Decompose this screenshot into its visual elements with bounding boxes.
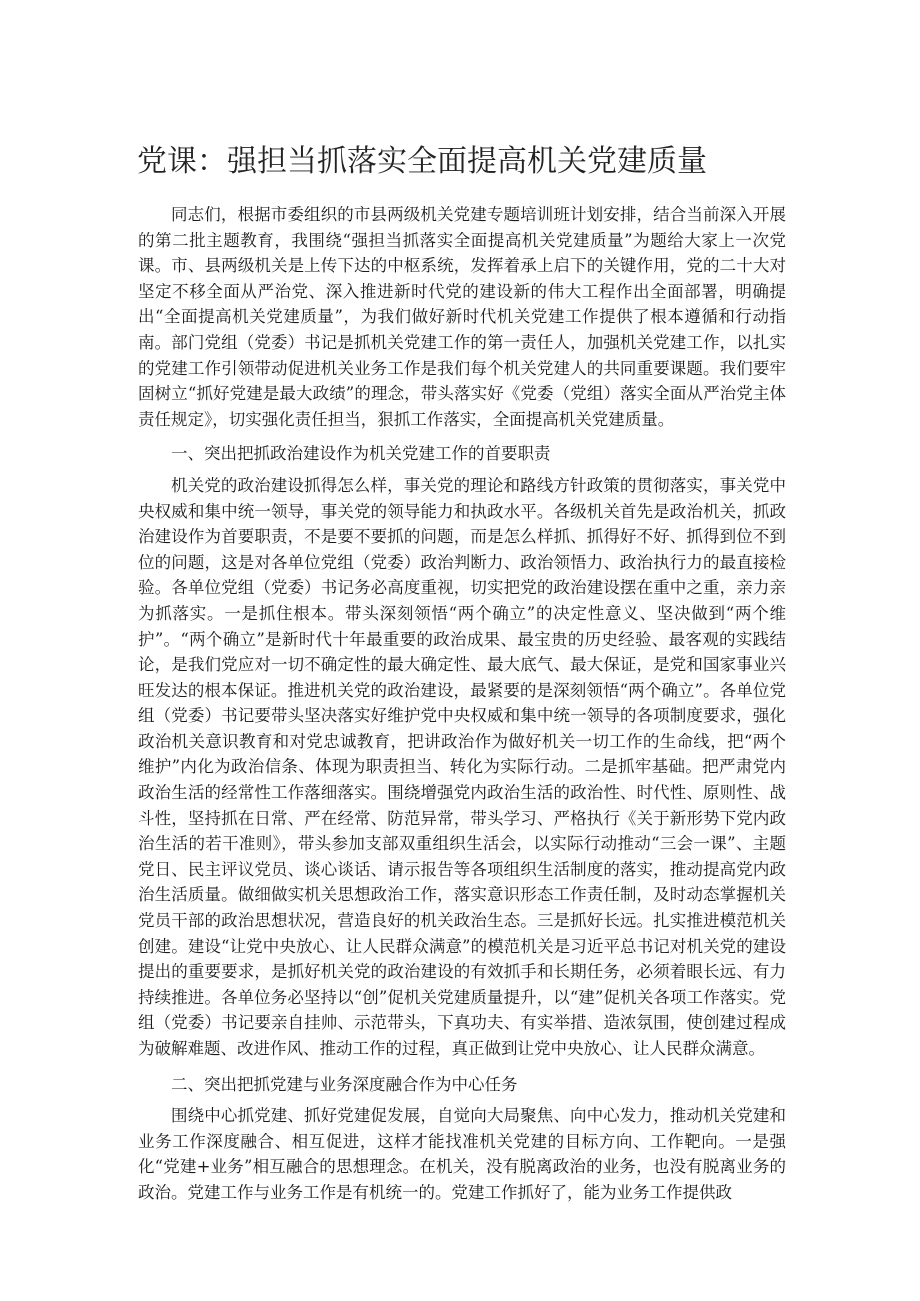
- document-body: [138, 202, 786, 1206]
- section-heading-2: 二、突出把抓党建与业务深度融合作为中心任务: [171, 1074, 518, 1094]
- intro-paragraph: 同志们，根据市委组织的市县两级机关党建专题培训班计划安排，结合当前深入开展的第二批主题教育，我围绕“强担当抓落实全面提高机关党建质量”为题给大家上一次党课。市、县两级机关是上传下达的中枢系统，发挥着承上启下的关键作用，党的二十大对坚定不移全面从严治党、深入推进新时代党的建设新的伟大工程作出全面部署，明确提出“全面提高机关党建质量”，为我们做好新时代机关党建工作提供了根本遵循和行动指南。部门党组（党委）书记是抓机关党建工作的第一责任人，加强机关党建工作，以扎实的党建工作引领带动促进机关业务工作是我们每个机关党建人的共同重要课题。我们要牢固树立“抓好党建是最大政绩”的理念，带头落实好《党委（党组）落实全面从严治党主体责任规定》，切实强化责任担当，狠抓工作落实，全面提高机关党建质量。: [138, 205, 786, 429]
- section-heading-1: 一、突出把抓政治建设作为机关党建工作的首要职责: [171, 444, 551, 464]
- section-1-paragraph: 机关党的政治建设抓得怎么样，事关党的理论和路线方针政策的贯彻落实，事关党中央权威和集中统一领导，事关党的领导能力和执政水平。各级机关首先是政治机关，抓政治建设作为首要职责，不是要不要抓的问题，而是怎么样抓、抓得好不好、抓得到位不到位的问题，这是对各单位党组（党委）政治判断力、政治领悟力、政治执行力的最直接检验。各单位党组（党委）书记务必高度重视，切实把党的政治建设摆在重中之重，亲力亲为抓落实。一是抓住根本。带头深刻领悟“两个确立”的决定性意义、坚决做到“两个维护”。“两个确立”是新时代十年最重要的政治成果、最宝贵的历史经验、最客观的实践结论，是我们党应对一切不确定性的最大确定性、最大底气、最大保证，是党和国家事业兴旺发达的根本保证。推进机关党的政治建设，最紧要的是深刻领悟“两个确立”。各单位党组（党委）书记要带头坚决落实好维护党中央权威和集中统一领导的各项制度要求，强化政治机关意识教育和对党忠诚教育，把讲政治作为做好机关一切工作的生命线，把“两个维护”内化为政治信条、体现为职责担当、转化为实际行动。二是抓牢基础。把严肃党内政治生活的经常性工作落细落实。围绕增强党内政治生活的政治性、时代性、原则性、战斗性，坚持抓在日常、严在经常、防范异常，带头学习、严格执行《关于新形势下党内政治生活的若干准则》，带头参加支部双重组织生活会，以实际行动推动“三会一课”、主题党日、民主评议党员、谈心谈话、请示报告等各项组织生活制度的落实，推动提高党内政治生活质量。做细做实机关思想政治工作，落实意识形态工作责任制，及时动态掌握机关党员干部的政治思想状况，营造良好的机关政治生态。三是抓好长远。扎实推进模范机关创建。建设“让党中央放心、让人民群众满意”的模范机关是习近平总书记对机关党的建设提出的重要要求，是抓好机关党的政治建设的有效抓手和长期任务，必须着眼长远、有力持续推进。各单位务必坚持以“创”促机关党建质量提升，以“建”促机关各项工作落实。党组（党委）书记要亲自挂帅、示范带头，下真功夫、有实举措、造浓氛围，使创建过程成为破解难题、改进作风、推动工作的过程，真正做到让党中央放心、让人民群众满意。: [138, 475, 786, 1058]
- document-title: 党课：强担当抓落实全面提高机关党建质量: [137, 144, 707, 179]
- section-2-paragraph: 围绕中心抓党建、抓好党建促发展，自觉向大局聚焦、向中心发力，推动机关党建和业务工作深度融合、相互促进，这样才能找准机关党建的目标方向、工作靶向。一是强化“党建+业务”相互融合的思想理念。在机关，没有脱离政治的业务，也没有脱离业务的政治。党建工作与业务工作是有机统一的。党建工作抓好了，能为业务工作提供政: [138, 1106, 786, 1202]
